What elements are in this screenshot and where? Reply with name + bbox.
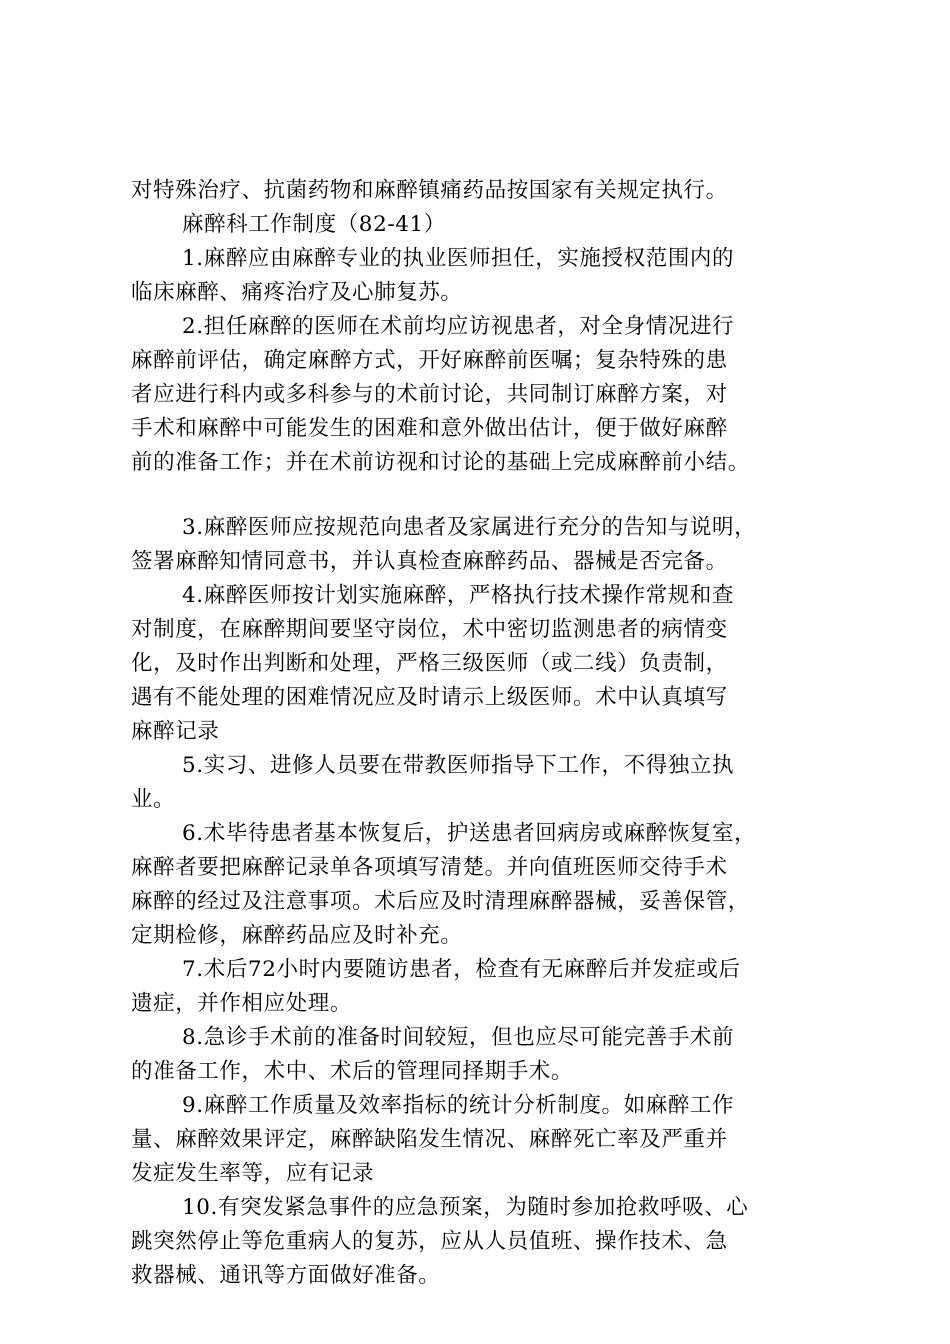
text-line: 救器械、通讯等方面做好准备。: [131, 1263, 441, 1288]
text-line: 化，及时作出判断和处理，严格三级医师（或二线）负责制，: [131, 651, 728, 676]
text-line: 签署麻醉知情同意书，并认真检查麻醉药品、器械是否完备。: [131, 549, 728, 574]
text-line: 2.担任麻醉的医师在术前均应访视患者，对全身情况进行: [182, 314, 735, 339]
text-line: 10.有突发紧急事件的应急预案，为随时参加抢救呼吸、心: [182, 1195, 749, 1220]
text-line: 对制度，在麻醉期间要坚守岗位，术中密切监测患者的病情变: [131, 617, 728, 642]
text-line: 9.麻醉工作质量及效率指标的统计分析制度。如麻醉工作: [182, 1093, 735, 1118]
text-line: 量、麻醉效果评定，麻醉缺陷发生情况、麻醉死亡率及严重并: [131, 1127, 728, 1152]
text-line: 跳突然停止等危重病人的复苏，应从人员值班、操作技术、急: [131, 1229, 728, 1254]
text-line: 遗症，并作相应处理。: [131, 991, 353, 1016]
text-line: 3.麻醉医师应按规范向患者及家属进行充分的告知与说明，: [182, 515, 757, 540]
text-line: 对特殊治疗、抗菌药物和麻醉镇痛药品按国家有关规定执行。: [131, 178, 728, 203]
text-line: 手术和麻醉中可能发生的困难和意外做出估计，便于做好麻醉: [131, 416, 728, 441]
text-line: 5.实习、进修人员要在带教医师指导下工作，不得独立执: [182, 753, 735, 778]
text-line: 者应进行科内或多科参与的术前讨论，共同制订麻醉方案，对: [131, 382, 728, 407]
text-line: 的准备工作，术中、术后的管理同择期手术。: [131, 1059, 574, 1084]
text-line: 遇有不能处理的困难情况应及时请示上级医师。术中认真填写: [131, 685, 728, 710]
section-heading: 麻醉科工作制度（82-41）: [182, 212, 446, 237]
text-line: 6.术毕待患者基本恢复后，护送患者回病房或麻醉恢复室，: [182, 821, 757, 846]
text-line: 麻醉前评估，确定麻醉方式，开好麻醉前医嘱；复杂特殊的患: [131, 348, 728, 373]
document-body: [131, 174, 839, 1293]
text-line: 麻醉者要把麻醉记录单各项填写清楚。并向值班医师交待手术: [131, 855, 728, 880]
text-line: 麻醉的经过及注意事项。术后应及时清理麻醉器械，妥善保管，: [131, 889, 750, 914]
text-line: 发症发生率等，应有记录: [131, 1161, 375, 1186]
text-line: 麻醉记录: [131, 719, 220, 744]
text-line: 定期检修，麻醉药品应及时补充。: [131, 923, 463, 948]
text-line: 临床麻醉、痛疼治疗及心肺复苏。: [131, 280, 463, 305]
text-line: 4.麻醉医师按计划实施麻醉，严格执行技术操作常规和查: [182, 583, 735, 608]
text-line: 8.急诊手术前的准备时间较短，但也应尽可能完善手术前: [182, 1025, 735, 1050]
text-line: 1.麻醉应由麻醉专业的执业医师担任，实施授权范围内的: [182, 246, 735, 271]
text-line: 业。: [131, 787, 176, 812]
paragraph-gap: [131, 480, 839, 511]
text-line: 前的准备工作；并在术前访视和讨论的基础上完成麻醉前小结。: [131, 450, 750, 475]
text-line: 7.术后72小时内要随访患者，检查有无麻醉后并发症或后: [182, 957, 741, 982]
